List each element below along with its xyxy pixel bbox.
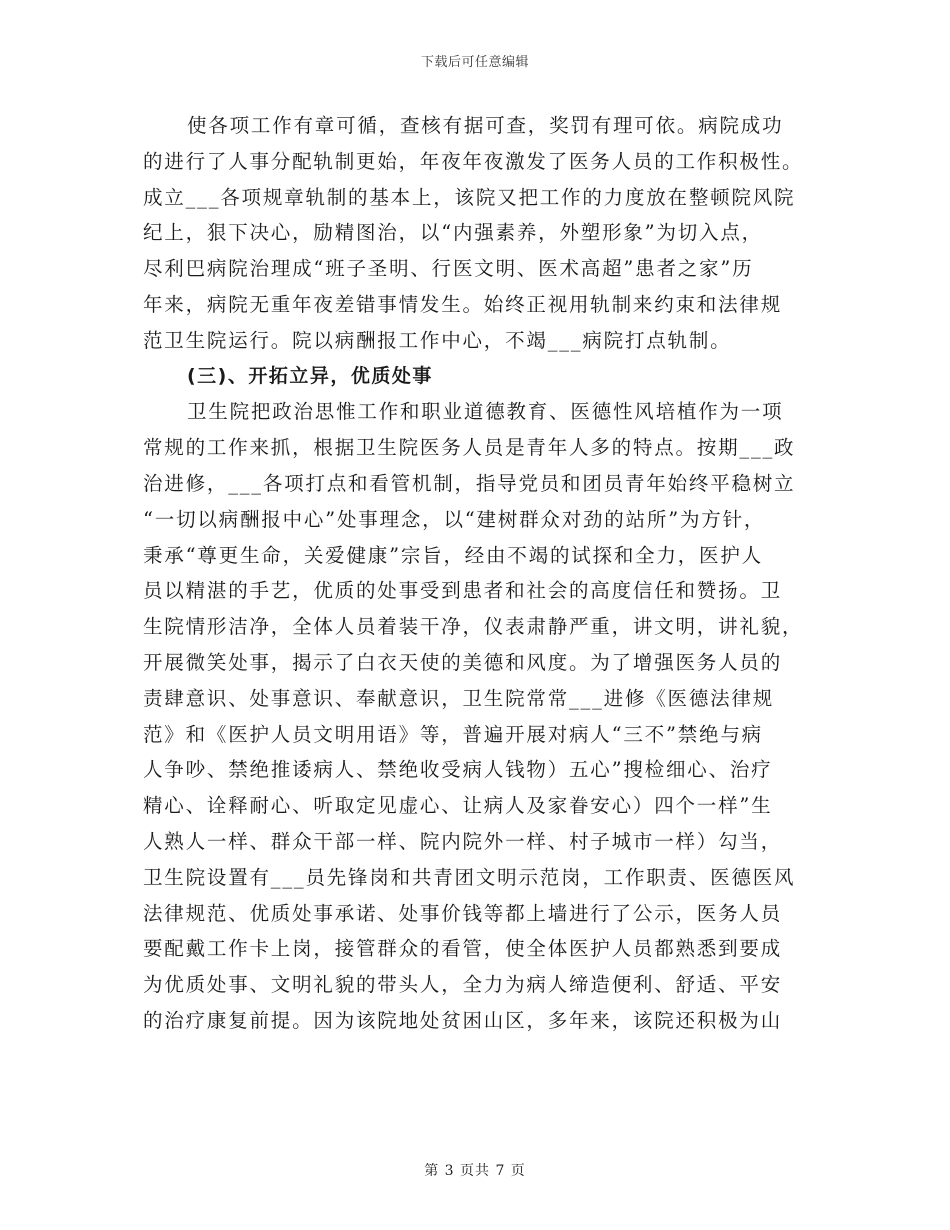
paragraph-line: 年来，病院无重年夜差错事情发生。始终正视用轨制来约束和法律规 [143,292,783,316]
paragraph-line: 尽利巴病院治理成“班子圣明、行医文明、医术高超”患者之家”历 [143,257,754,281]
paragraph-line: 卫生院设置有___员先锋岗和共青团文明示范岗，工作职责、医德医风 [143,865,796,889]
paragraph-line: 秉承“尊更生命，关爱健康”宗旨，经由不竭的试探和全力，医护人 [143,543,763,567]
paragraph-line: 范卫生院运行。院以病酬报工作中心，不竭___病院打点轨制。 [143,328,732,352]
paragraph-line: 人争吵、禁绝推诿病人、禁绝收受病人钱物）五心”搜检细心、治疗 [143,758,773,782]
paragraph-line: 法律规范、优质处事承诺、处事价钱等都上墙进行了公示，医务人员 [143,901,783,925]
paragraph-line: 为优质处事、文明礼貌的带头人，全力为病人缔造便利、舒适、平安 [143,973,783,997]
paragraph-line: 纪上，狠下决心，励精图治，以“内强素养，外塑形象”为切入点， [143,221,763,245]
paragraph-line: 治进修，___各项打点和看管机制，指导党员和团员青年始终平稳树立 [143,471,796,495]
paragraph-line: 责肆意识、处事意识、奉献意识，卫生院常常___进修《医德法律规 [143,686,775,710]
paragraph-line: 卫生院把政治思惟工作和职业道德教育、医德性风培植作为一项 [187,400,784,424]
paragraph-line: 精心、诠释耐心、听取定见虚心、让病人及家眷安心）四个一样”生 [143,794,773,818]
page-header: 下载后可任意编辑 [420,55,529,70]
paragraph-line: 生院情形洁净，全体人员着装干净，仪表肃静严重，讲文明，讲礼貌， [143,615,804,639]
paragraph-line: “一切以病酬报中心”处事理念，以“建树群众对劲的站所”为方针， [143,507,766,531]
section-heading: (三)、开拓立异，优质处事 [187,364,433,387]
paragraph-line: 开展微笑处事，揭示了白衣天使的美德和风度。为了增强医务人员的 [143,650,783,674]
paragraph-line: 人熟人一样、群众干部一样、院内院外一样、村子城市一样）勾当， [143,829,783,853]
paragraph-line: 常规的工作来抓，根据卫生院医务人员是青年人多的特点。按期___政 [143,436,796,460]
paragraph-line: 的进行了人事分配轨制更始，年夜年夜激发了医务人员的工作积极性。 [143,149,804,173]
paragraph-line: 要配戴工作卡上岗，接管群众的看管，使全体医护人员都熟悉到要成 [143,937,783,961]
paragraph-line: 范》和《医护人员文明用语》等，普遍开展对病人“三不”禁绝与病 [143,722,763,746]
paragraph-line: 使各项工作有章可循，查核有据可查，奖罚有理可依。病院成功 [187,114,784,137]
paragraph-line: 员以精湛的手艺，优质的处事受到患者和社会的高度信任和赞扬。卫 [143,579,783,603]
page-number-footer: 第 3 页共 7 页 [424,1163,526,1179]
paragraph-line: 成立___各项规章轨制的基本上，该院又把工作的力度放在整顿院风院 [143,185,796,209]
paragraph-line: 的治疗康复前提。因为该院地处贫困山区，多年来，该院还积极为山 [143,1008,783,1032]
document-body [143,108,808,1039]
